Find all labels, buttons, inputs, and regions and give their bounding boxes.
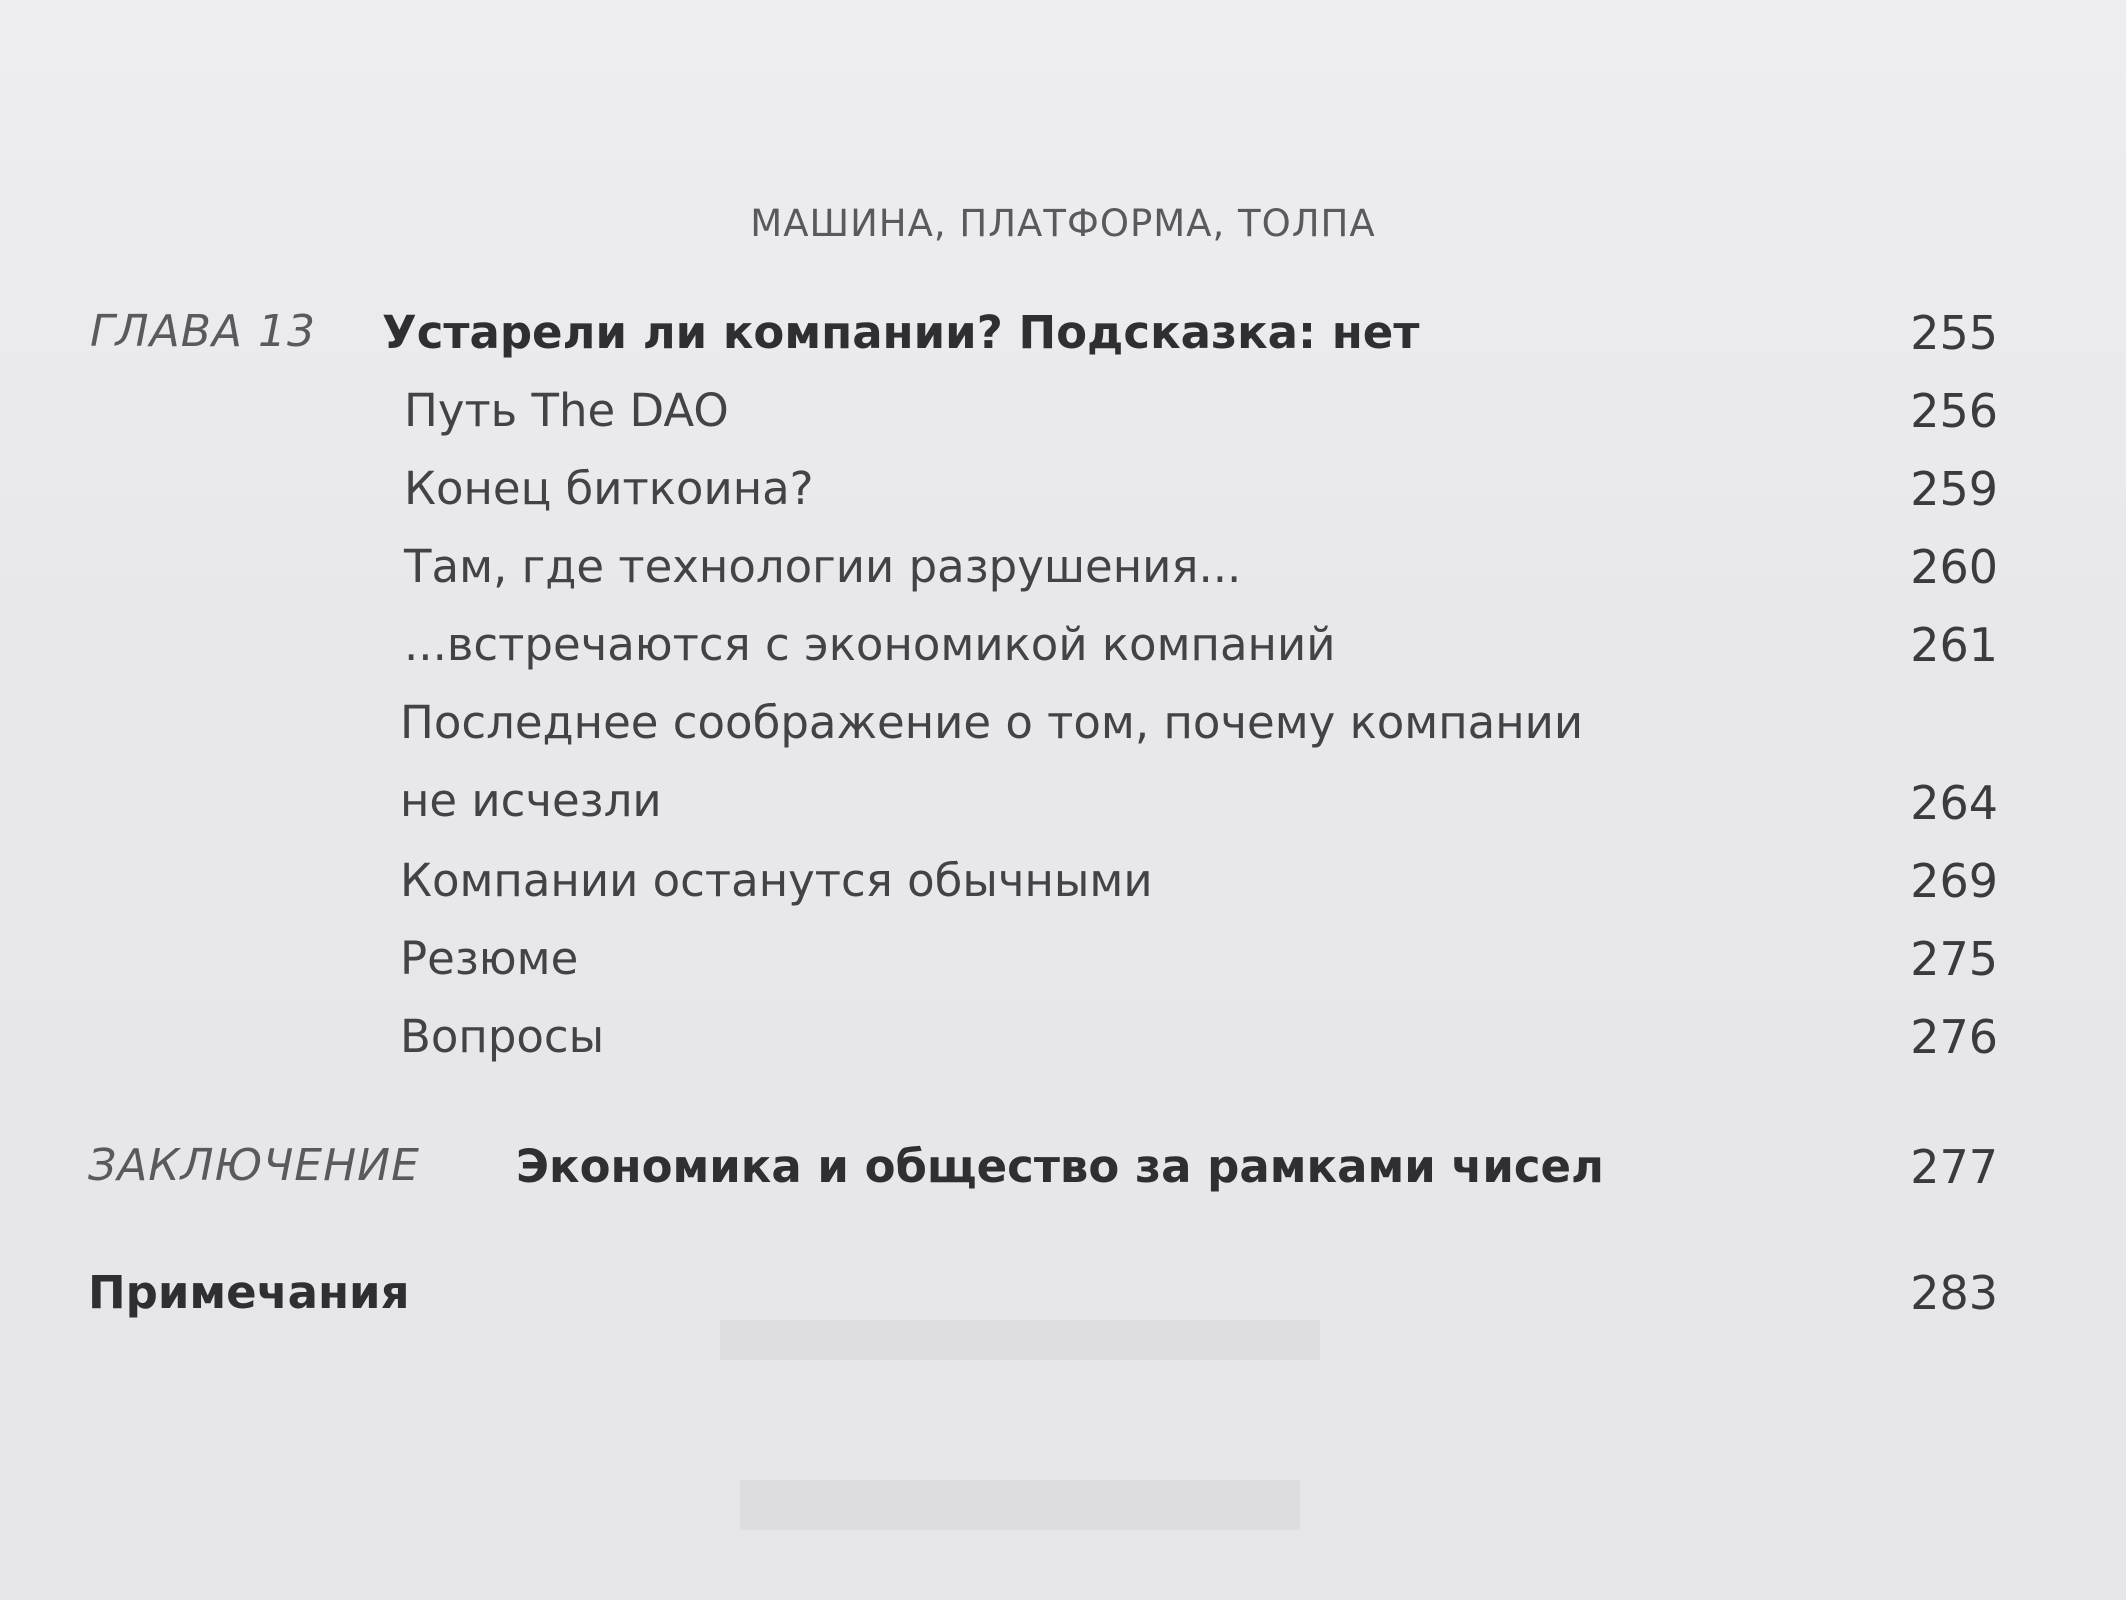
- notes-page: 283: [1910, 1266, 1998, 1320]
- section-title: Путь The DAO: [404, 384, 729, 437]
- section-title: Компании останутся обычными: [400, 854, 1153, 907]
- section-title: ...встречаются с экономикой компаний: [404, 618, 1336, 671]
- section-title: Вопросы: [400, 1010, 605, 1063]
- section-page: 276: [1910, 1010, 1998, 1064]
- running-head: МАШИНА, ПЛАТФОРМА, ТОЛПА: [750, 202, 1376, 245]
- toc-section-row[interactable]: [0, 1010, 2126, 1080]
- section-page: 275: [1910, 932, 1998, 986]
- section-title: Там, где технологии разрушения...: [404, 540, 1242, 593]
- show-through-bleed: [740, 1480, 1300, 1530]
- toc-section-row[interactable]: [0, 854, 2126, 924]
- toc-section-row[interactable]: [0, 384, 2126, 454]
- section-title: Последнее соображение о том, почему компании: [400, 696, 1584, 749]
- toc-section-row[interactable]: [0, 696, 2126, 846]
- toc-notes-row[interactable]: [0, 1266, 2126, 1336]
- section-page: 259: [1910, 462, 1998, 516]
- toc-section-row[interactable]: [0, 932, 2126, 1002]
- toc-section-row[interactable]: [0, 462, 2126, 532]
- toc-conclusion-row[interactable]: [0, 1140, 2126, 1210]
- section-page: 261: [1910, 618, 1998, 672]
- section-page: 264: [1910, 776, 1998, 830]
- notes-title: Примечания: [88, 1266, 410, 1319]
- chapter-title: Устарели ли компании? Подсказка: нет: [382, 306, 1420, 359]
- section-title-continuation: не исчезли: [400, 774, 662, 827]
- toc-chapter-row[interactable]: [0, 306, 2126, 376]
- conclusion-title: Экономика и общество за рамками чисел: [516, 1140, 1604, 1193]
- chapter-label: ГЛАВА 13: [90, 306, 316, 357]
- section-page: 256: [1910, 384, 1998, 438]
- toc-section-row[interactable]: [0, 618, 2126, 688]
- conclusion-label: ЗАКЛЮЧЕНИЕ: [88, 1140, 420, 1191]
- conclusion-page: 277: [1910, 1140, 1998, 1194]
- toc-section-row[interactable]: [0, 540, 2126, 610]
- section-title: Резюме: [400, 932, 579, 985]
- section-title: Конец биткоина?: [404, 462, 814, 515]
- section-page: 269: [1910, 854, 1998, 908]
- section-page: 260: [1910, 540, 1998, 594]
- chapter-page: 255: [1910, 306, 1998, 360]
